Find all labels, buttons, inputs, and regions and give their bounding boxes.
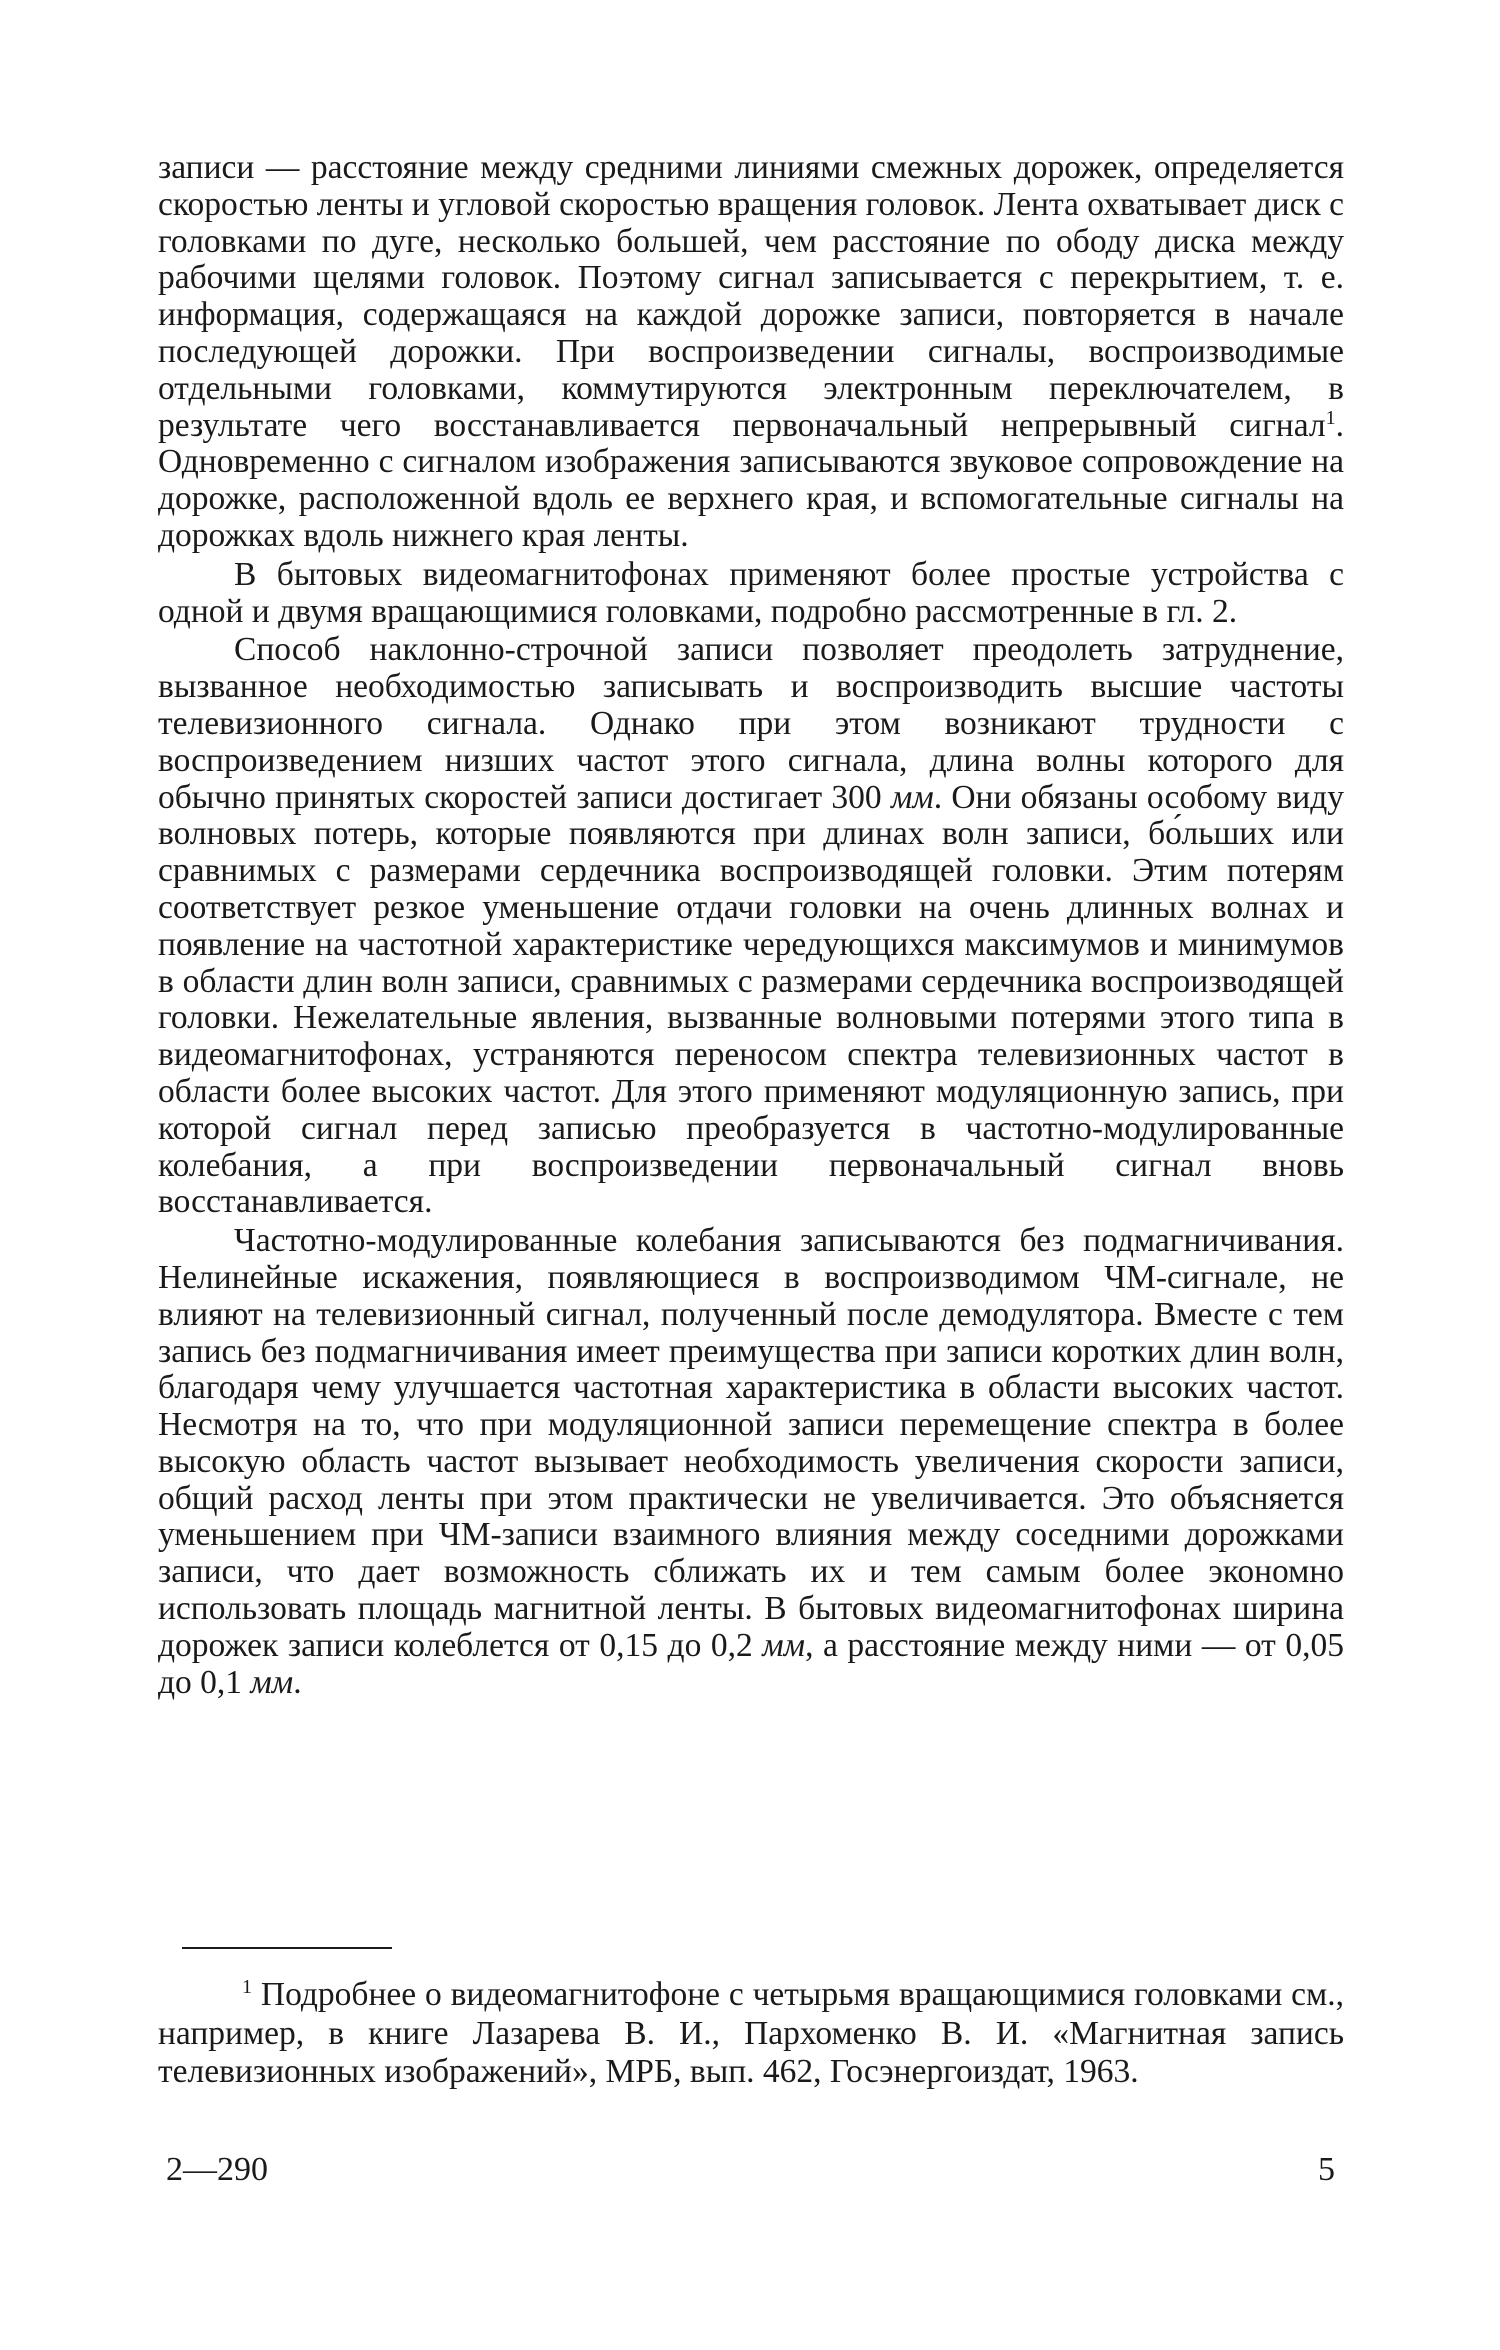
footnote-text: Подробнее о видеомагнитофоне с четырьмя вращающимися головками см., например, в книге Лазарева В. И., Пархоменко В. И. «Магнитная запись телевизионных изображений», МРБ, вып. 462, Госэнергоиздат, 1963. xyxy=(158,1976,1344,2090)
paragraph-4-text-a: Частотно-модулированные колебания записываются без подмагничивания. Нелинейные искажения, появляющиеся в воспроизводимом ЧМ-сигнале, не влияют на телевизионный сигнал, полученный после демодулятора. Вместе с тем запись без подмагничивания имеет преимущества при записи коротких длин волн, благодаря чему улучшается частотная характеристика в области высоких частот. Несмотря на то, что при модуляционной записи перемещение спектра в более высокую область частот вызывает необходимость увеличения скорости записи, общий расход ленты при этом практически не увеличивается. Это объясняется уменьшением при ЧМ-записи взаимного влияния между соседними дорожками записи, что дает возможность сближать их и тем самым более экономно использовать площадь магнитной ленты. В бытовых видеомагнитофонах ширина дорожек записи колеблется от 0,15 до 0,2 xyxy=(158,1222,1344,1664)
paragraph-3-text-a: Способ наклонно-строчной записи позволяет преодолеть затруднение, вызванное необходимостью записывать и воспроизводить высшие частоты телевизионного сигнала. Однако при этом возникают трудности с воспроизведением низших частот этого сигнала, длина волны которого для обычно принятых скоростей записи достигает 300 xyxy=(158,631,1344,816)
paragraph-3-text-b: . Они обязаны особому виду волновых потерь, которые появляются при длинах волн записи, бо́льших или сравнимых с размерами сердечника воспроизводящей головки. Этим потерям соответствует резкое уменьшение отдачи головки на очень длинных волнах и появление на частотной характеристике чередующихся максимумов и минимумов в области длин волн записи, сравнимых с размерами сердечника воспроизводящей головки. Нежелательные явления, вызванные волновыми потерями этого типа в видеомагнитофонах, устраняются переносом спектра телевизионных частот в области более высоких частот. Для этого применяют модуляционную запись, при которой сигнал перед записью преобразуется в частотно-модулированные колебания, а при воспроизведении первоначальный сигнал вновь восстанавливается. xyxy=(158,778,1345,1221)
unit-mm: мм xyxy=(762,1626,806,1664)
paragraph-1-text-a: записи — расстояние между средними линиями смежных дорожек, определяется скоростью ленты и угловой скоростью вращения головок. Лента охватывает диск с головками по дуге, несколько большей, чем расстояние по ободу диска между рабочими щелями головок. Поэтому сигнал записывается с перекрытием, т. е. информация, содержащаяся на каждой дорожке записи, повторяется в начале последующей дорожки. При воспроизведении сигналы, воспроизводимые отдельными головками, коммутируются электронным переключателем, в результате чего восстанавливается первоначальный непрерывный сигнал xyxy=(158,149,1344,444)
unit-mm: мм xyxy=(890,778,934,816)
paragraph-4-text-b: , а расстояние между ними — от 0,05 до 0,1 xyxy=(158,1626,1344,1701)
paragraph-1 xyxy=(158,150,1344,555)
main-text xyxy=(158,150,1344,1701)
paragraph-2: В бытовых видеомагнитофонах применяют более простые устройства с одной и двумя вращающимися головками, подробно рассмотренные в гл. 2. xyxy=(158,555,1344,630)
footnote-marker: 1 xyxy=(242,1975,252,1998)
printer-signature: 2—290 xyxy=(166,2151,268,2188)
footnote-separator xyxy=(182,1947,392,1949)
footnote-reference: 1 xyxy=(1325,406,1336,429)
page-number: 5 xyxy=(1318,2151,1335,2188)
paragraph-3 xyxy=(158,632,1344,1221)
paragraph-4 xyxy=(158,1223,1344,1701)
unit-mm: мм xyxy=(250,1663,294,1701)
paragraph-1-text-b: . Одновременно с сигналом изображения записываются звуковое сопровождение на дорожке, расположенной вдоль ее верхнего края, и вспомогательные сигналы на дорожках вдоль нижнего края ленты. xyxy=(158,406,1344,554)
paragraph-4-text-c: . xyxy=(293,1663,302,1701)
footnote xyxy=(158,1976,1344,2092)
